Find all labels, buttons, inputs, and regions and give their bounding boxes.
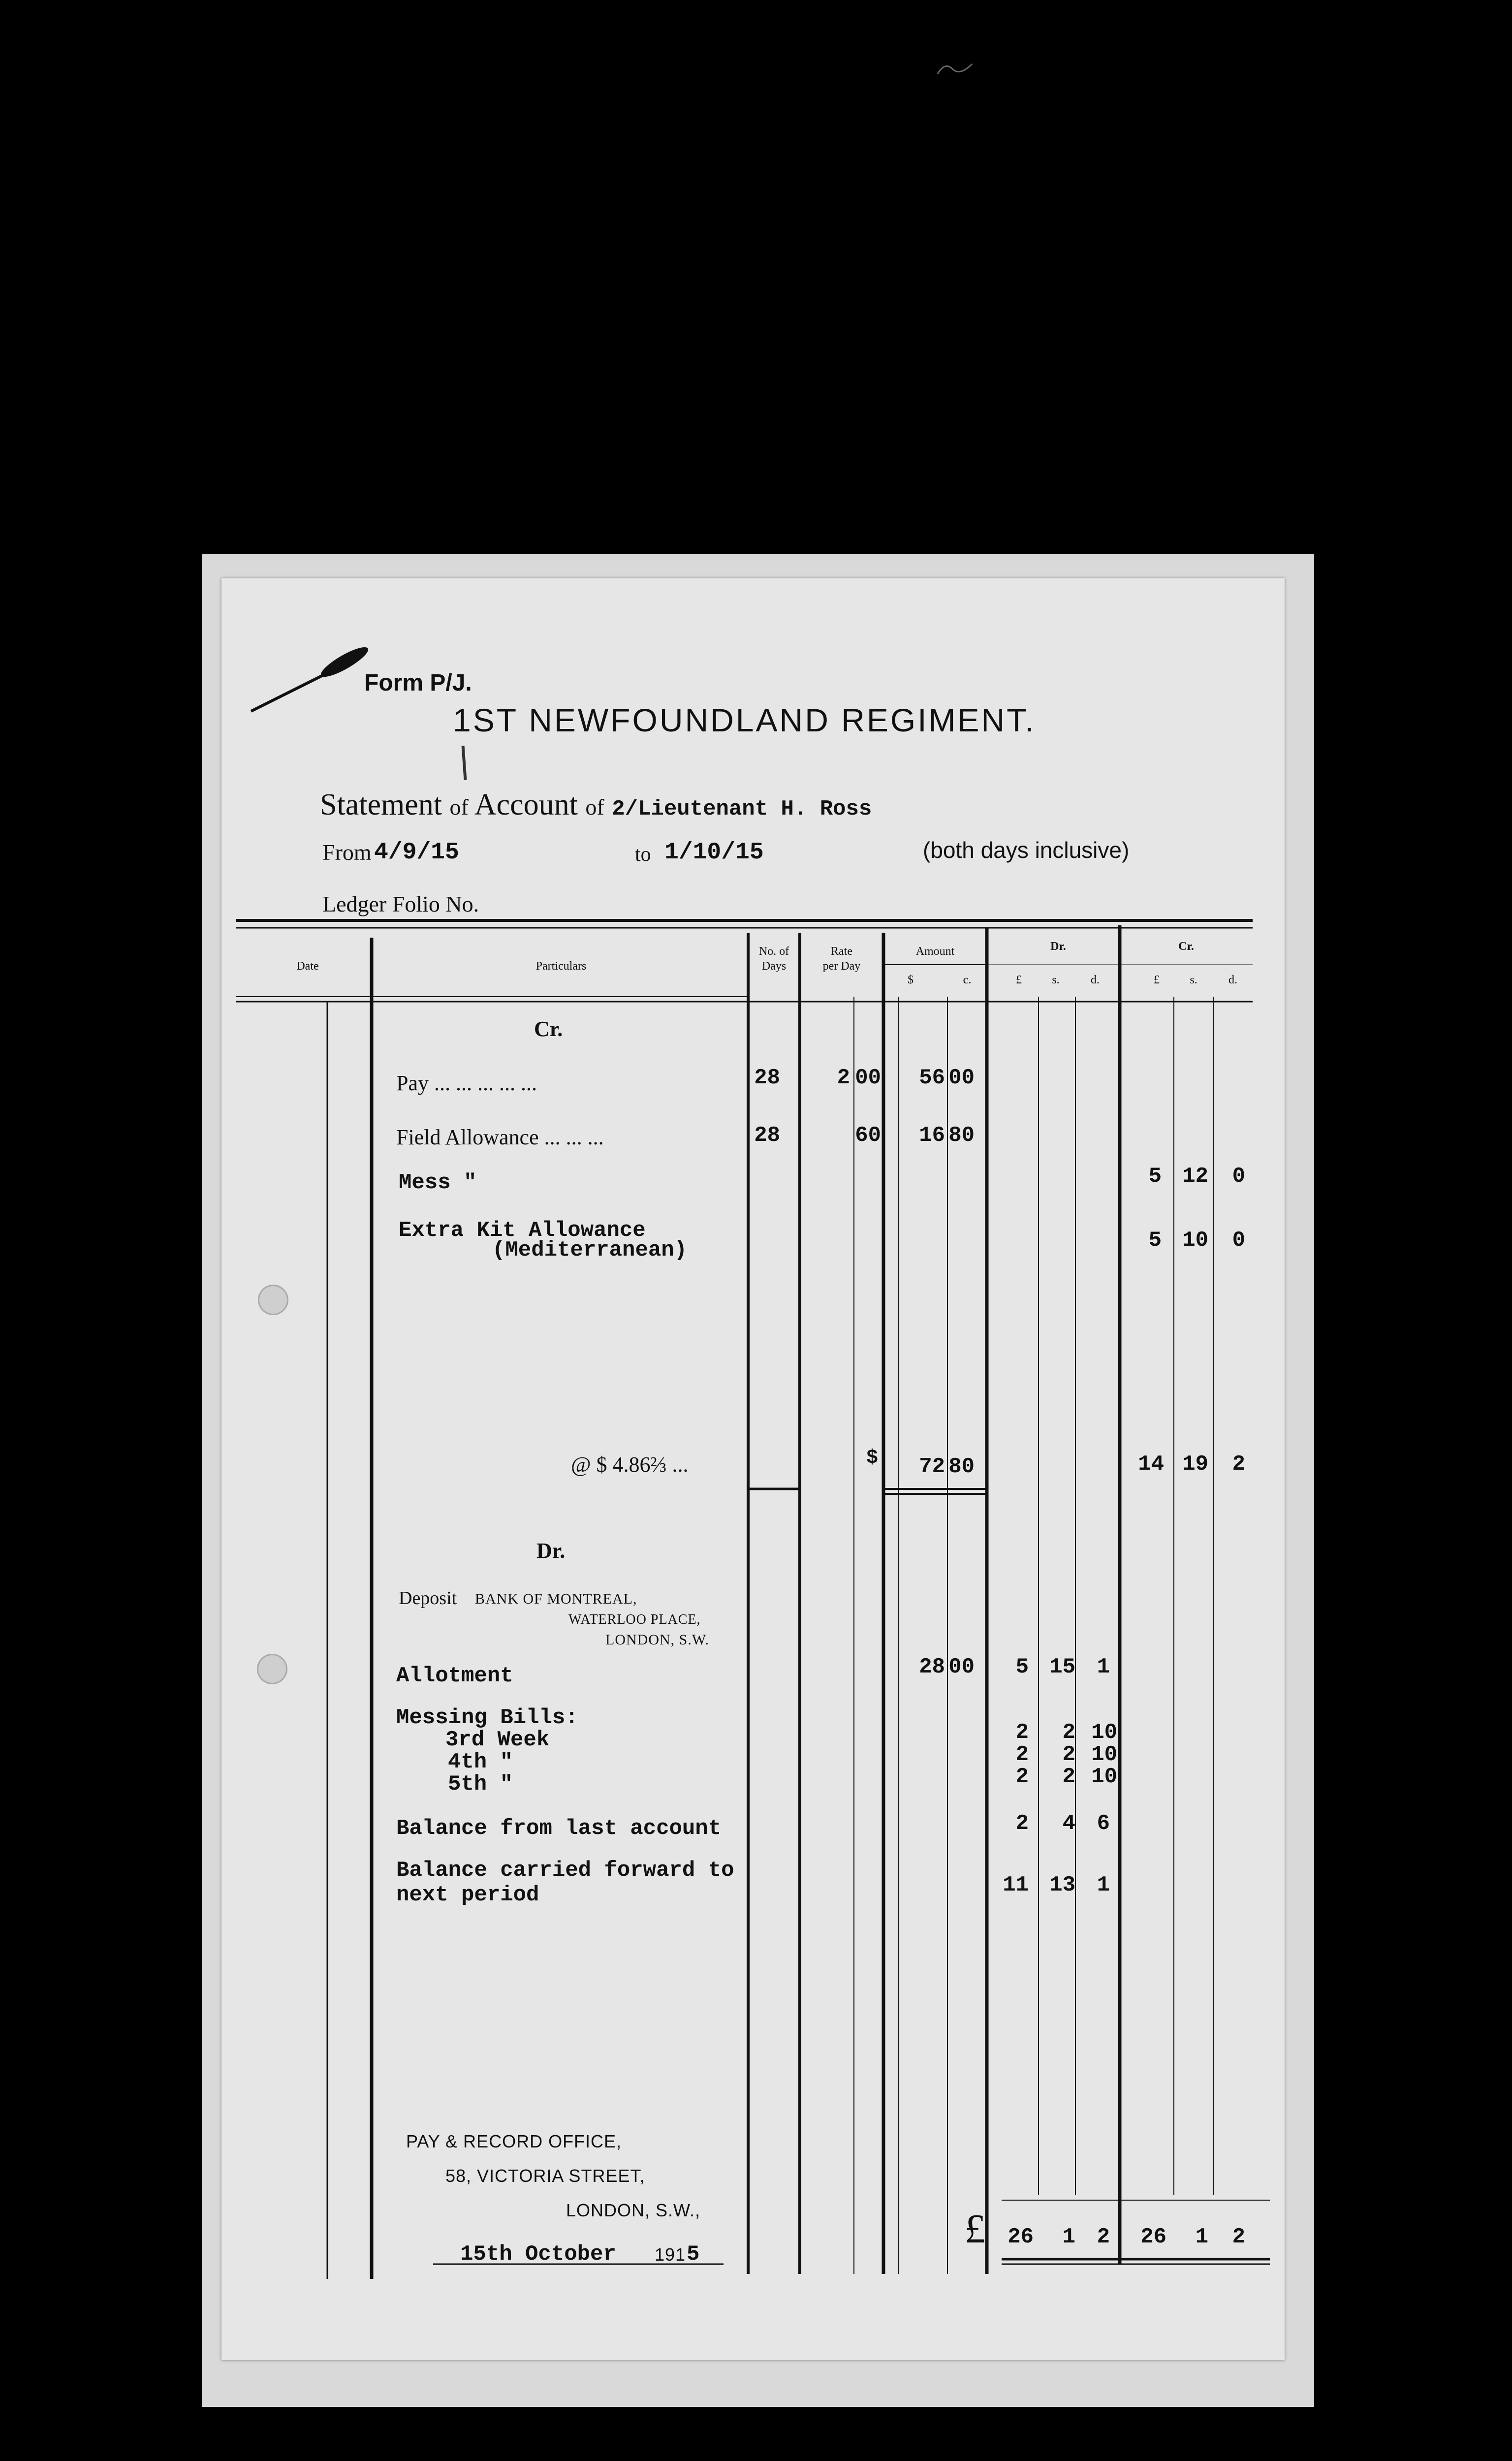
col-days-1: No. of [758, 945, 789, 958]
col-dr-shilling: s. [1052, 974, 1060, 986]
week3-dr-shillings: 2 [1062, 1720, 1075, 1745]
pay-rate-cents: 00 [855, 1066, 881, 1090]
of-word-2: of [585, 794, 604, 820]
week3-dr-pounds: 2 [1015, 1720, 1029, 1745]
col-dr-pence: d. [1091, 974, 1100, 986]
final-dr-pounds: 26 [1008, 2225, 1034, 2249]
final-dr-shillings: 1 [1062, 2225, 1075, 2249]
week5-label: 5th " [448, 1772, 513, 1797]
cr-heading: Cr. [534, 1017, 563, 1041]
week5-dr-pounds: 2 [1015, 1765, 1029, 1789]
pay-amount-dollars: 56 [919, 1066, 945, 1090]
pay-days: 28 [754, 1066, 780, 1090]
messing-bills-label: Messing Bills: [396, 1705, 578, 1730]
deposit-label: Deposit [399, 1588, 457, 1609]
office-line-2: 58, VICTORIA STREET, [445, 2166, 645, 2186]
kit-cr-pence: 0 [1232, 1228, 1245, 1253]
deposit-address-1: WATERLOO PLACE, [568, 1612, 701, 1627]
field-rate-cents: 60 [855, 1123, 881, 1148]
statement-year-digit: 5 [687, 2242, 700, 2267]
dr-heading: Dr. [536, 1539, 566, 1563]
field-allowance-label: Field Allowance ... ... ... [396, 1125, 604, 1149]
statement-year: 191 [655, 2244, 686, 2265]
of-word: of [449, 794, 469, 820]
week4-dr-pence: 10 [1091, 1742, 1117, 1767]
office-line-1: PAY & RECORD OFFICE, [406, 2131, 622, 2151]
col-cr-pound: £ [1154, 974, 1160, 986]
ledger-folio: Ledger Folio No. [322, 891, 479, 916]
col-days-2: Days [761, 960, 787, 973]
col-rate-2: per Day [822, 960, 861, 973]
office-line-3: LONDON, S.W., [566, 2200, 701, 2220]
week4-label: 4th " [448, 1750, 513, 1774]
final-cr-pounds: 26 [1140, 2225, 1166, 2249]
balance-last-shillings: 4 [1062, 1811, 1075, 1836]
col-dollar: $ [908, 974, 914, 986]
kit-cr-shillings: 10 [1182, 1228, 1208, 1253]
balance-forward-label-2: next period [396, 1883, 539, 1907]
statement-date: 15th October [460, 2242, 616, 2267]
mess-cr-shillings: 12 [1182, 1164, 1208, 1189]
inclusive-note: (both days inclusive) [923, 837, 1130, 863]
total-dollar-sign: $ [866, 1447, 879, 1469]
allotment-dr-pence: 1 [1097, 1655, 1110, 1679]
account-word: Account [474, 788, 578, 821]
allotment-dr-shillings: 15 [1049, 1655, 1075, 1679]
allotment-amount-cents: 00 [948, 1655, 975, 1679]
week5-dr-pence: 10 [1091, 1765, 1117, 1789]
pay-label: Pay ... ... ... ... ... [396, 1071, 537, 1095]
total-cr-pounds: 14 [1138, 1452, 1164, 1477]
punch-hole [257, 1654, 287, 1684]
final-cr-shillings: 1 [1195, 2225, 1208, 2249]
week3-label: 3rd Week [445, 1728, 550, 1752]
col-date: Date [296, 960, 319, 973]
to-label: to [635, 843, 651, 866]
balance-last-pence: 6 [1097, 1811, 1110, 1836]
kit-allowance-label: Extra Kit Allowance [399, 1218, 646, 1243]
balance-forward-label-1: Balance carried forward to [396, 1858, 734, 1883]
col-dr: Dr. [1050, 940, 1066, 953]
from-label: From [322, 840, 372, 865]
col-cr-pence: d. [1228, 974, 1237, 986]
balance-forward-pence: 1 [1097, 1873, 1110, 1897]
mess-cr-pence: 0 [1232, 1164, 1245, 1189]
total-amount-dollars: 72 [919, 1454, 945, 1479]
pound-sign: £ [965, 2206, 985, 2252]
col-rate-1: Rate [831, 945, 852, 958]
week3-dr-pence: 10 [1091, 1720, 1117, 1745]
total-cr-shillings: 19 [1182, 1452, 1208, 1477]
col-cents: c. [963, 974, 972, 986]
deposit-address-2: LONDON, S.W. [605, 1632, 709, 1648]
punch-hole [258, 1285, 288, 1315]
pay-rate-dollars: 2 [837, 1066, 850, 1090]
allotment-dr-pounds: 5 [1015, 1655, 1029, 1679]
col-dr-pound: £ [1016, 974, 1022, 986]
final-cr-pence: 2 [1232, 2225, 1245, 2249]
mess-cr-pounds: 5 [1148, 1164, 1162, 1189]
field-amount-cents: 80 [948, 1123, 975, 1148]
form-number: Form P/J. [364, 670, 472, 696]
allotment-amount-dollars: 28 [919, 1655, 945, 1679]
mess-label: Mess " [399, 1170, 477, 1195]
total-cr-pence: 2 [1232, 1452, 1245, 1477]
week4-dr-shillings: 2 [1062, 1742, 1075, 1767]
col-cr: Cr. [1178, 940, 1194, 953]
field-amount-dollars: 16 [919, 1123, 945, 1148]
allotment-label: Allotment [396, 1664, 513, 1688]
statement-word: Statement [320, 788, 442, 821]
balance-forward-shillings: 13 [1049, 1873, 1075, 1897]
balance-last-pounds: 2 [1015, 1811, 1029, 1836]
week5-dr-shillings: 2 [1062, 1765, 1075, 1789]
col-particulars: Particulars [536, 960, 587, 973]
from-date: 4/9/15 [374, 839, 459, 866]
exchange-rate: @ $ 4.86⅔ ... [571, 1452, 689, 1477]
deposit-bank: BANK OF MONTREAL, [475, 1591, 637, 1607]
officer-name: 2/Lieutenant H. Ross [612, 797, 872, 821]
pay-amount-cents: 00 [948, 1066, 975, 1090]
week4-dr-pounds: 2 [1015, 1742, 1029, 1767]
to-date: 1/10/15 [664, 839, 764, 866]
regiment-title: 1ST NEWFOUNDLAND REGIMENT. [453, 702, 1036, 738]
kit-cr-pounds: 5 [1148, 1228, 1162, 1253]
balance-forward-pounds: 11 [1003, 1873, 1029, 1897]
col-cr-shilling: s. [1190, 974, 1197, 986]
balance-last-label: Balance from last account [396, 1816, 722, 1841]
total-amount-cents: 80 [948, 1454, 975, 1479]
final-dr-pence: 2 [1097, 2225, 1110, 2249]
kit-allowance-sublabel: (Mediterranean) [492, 1238, 688, 1262]
field-days: 28 [754, 1123, 780, 1148]
col-amount: Amount [915, 945, 955, 958]
